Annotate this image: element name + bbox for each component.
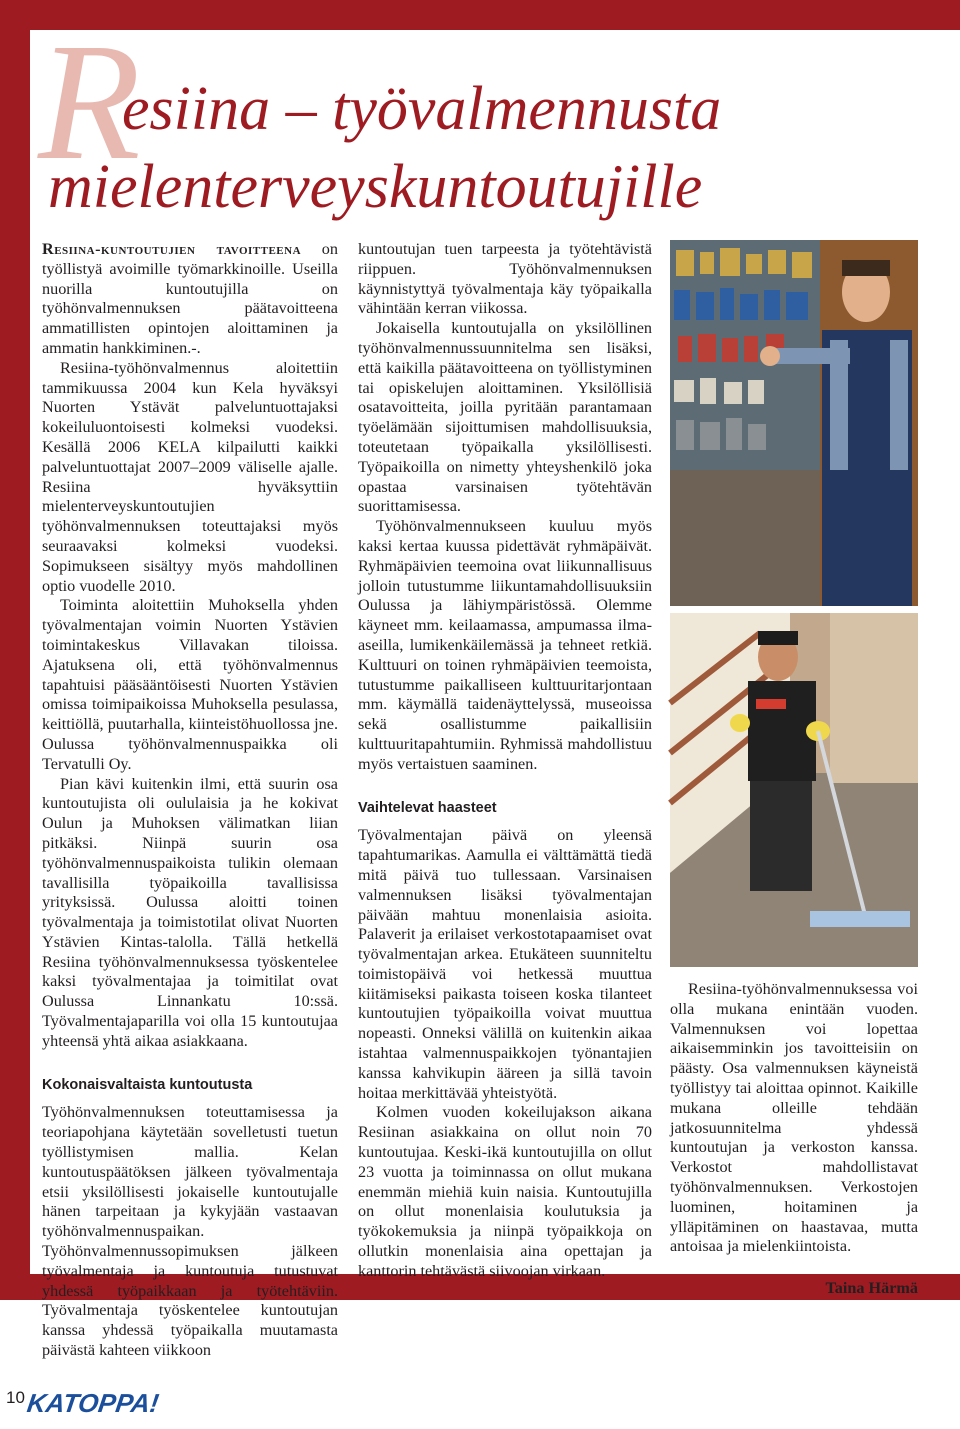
paragraph: [42, 240, 338, 359]
paragraph: Toiminta aloitettiin Muhoksella yhden työvalmentajan voimin Nuorten Ystävien toimintakeskus Villavakan tiloissa. Ajatuksena oli, että työhönvalmennus tapahtuisi pääsääntöisesti Nuorten Ystävien omissa toimipaikoissa Muhoksella pesulassa, keittiöllä, puutarhalla, kiinteistöhuollossa jne. Oulussa työhönvalmennuspaikka oli Tervatulli Oy.: [42, 596, 338, 773]
title-initial: R: [38, 9, 137, 195]
author-signature: Taina Härmä: [825, 1279, 918, 1298]
svg-text:KATOPPA!: KATOPPA!: [25, 1388, 161, 1418]
paragraph: Pian kävi kuitenkin ilmi, että suurin osa kuntoutujista oli oululaisia ja he kokivat Oulun ja Muhoksen välimatkan liian pitkäksi. Niinpä suurin osa työhönvalmennuspaikoista tulikin olemaan tavallisilla työpaikoilla tavallisissa yrityksissä. Oulussa aloitti toinen työvalmentaja ja toimistotilat olivat Nuorten Ystävien Kintas-talolla. Tällä hetkellä Resiina työhönvalmennuksessa työskentelee kaksi työvalmentajaa ja toimitilat ovat Oulussa Linnankatu 10:ssä. Työvalmentajaparilla voi olla 15 kuntoutujaa yhteensä yhtä aikaa asiakkaana.: [42, 774, 338, 1050]
paragraph: Resiina-työhönvalmennuksessa voi olla mukana enintään vuoden. Valmennuksen voi lopettaa aikaisemminkin jos tavoitteisiin on päästy. Osa valmennuksen käyneistä työllistyy tai aloittaa opinnot. Kaikille mukana olleille tehdään jatkosuunnitelma yhdessä kuntoutujan ja verkoston kanssa. Verkostot mahdollistavat työhönvalmennuksen. Verkostojen luominen, hoitaminen ja ylläpitäminen on haastavaa, mutta antoisaa ja mielenkiintoista.: [670, 980, 918, 1256]
paragraph: Kolmen vuoden kokeilujakson aikana Resiinan asiakkaina on ollut noin 70 kuntoutujaa. Keski-ikä kuntoutujilla on ollut 23 vuotta ja toiminnassa on ollut mukana enemmän miehiä kuin naisia. Kuntoutujilla on ollut monenlaisia koulutuksia ja työkokemuksia ja niinpä työpaikkoja on ollutkin monenlaisia aina opettajan ja kanttorin tehtävästä siivoojan virkaan.: [358, 1103, 652, 1280]
subheading: Vaihtelevat haasteet: [358, 799, 497, 816]
photo-store-illustration: [670, 240, 918, 606]
photo-worker-mopping: [670, 613, 918, 967]
paragraph: Työhönvalmennuksen toteuttamisessa ja teoriapohjana käytetään sovelletusti tuetun työllistymisen mallia. Kelan kuntoutuspäätöksen jälkeen työvalmentaja etsii yksilöllisesti jokaiselle kuntoutujalle hänen tarpeitaan ja kykyjään vastaavan työhönvalmennuspaikan. Työhönvalmennussopimuksen jälkeen työvalmentaja ja kuntoutuja tutustuvat yhdessä työpaikkaan ja työtehtäviin. Työvalmentaja työskentelee kuntoutujan kanssa yhdessä työpaikalla muutamasta päivästä kahteen viikkoon: [42, 1103, 338, 1360]
title-line-2: mielenterveyskuntoutujille: [48, 153, 703, 221]
paragraph: Jokaisella kuntoutujalla on yksilöllinen työhönvalmennussuunnitelma sen lisäksi, että kaikilla päätavoitteena on työllistyminen tai opiskelujen aloittaminen. Yksilöllisiä osatavoitteita, joilla pyritään parantamaan työelämään sijoittumisen mahdollisuuksia, toteutetaan työpaikalla yksilöllisesti. Työpaikoilla on nimetty yhteyshenkilö joka opastaa varsinaisen työtehtävän suorittamisessa.: [358, 319, 652, 516]
photo-store-shelves: [670, 240, 918, 606]
subheading: Kokonaisvaltaista kuntoutusta: [42, 1076, 253, 1093]
column-1: [42, 240, 338, 1361]
lead-paragraph-text: on työllistyä avoimille työmarkkinoille. Useilla nuorilla kuntoutujilla on työhönvalmennuksen päätavoitteena ammatillisten opintojen aloittaminen ja ammatin hankkiminen.-.: [42, 240, 338, 357]
title-line-1: esiina – työvalmennusta: [122, 75, 722, 143]
article-title: [0, 0, 960, 240]
column-2: [358, 240, 652, 1282]
paragraph: Työvalmentajan päivä on yleensä tapahtumarikas. Aamulla ei välttämättä tiedä mitä päivä tuo tullessaan. Varsinaisen valmennuksen lisäksi työvalmentajan päivään mahtuu monenlaisia asioita. Palaverit ja erilaiset verkostotapaamiset ovat työvalmentajan arkea. Etukäteen suunniteltu toimistopäivä voi hetkessä muuttua kiitämiseksi paikasta toiseen koska tilanteet kuntoutujien työpaikoilla voivat muuttua nopeasti. Onneksi välillä on kuitenkin aikaa istahtaa valmennuspaikkojen työnantajien kanssa kahvikupin ääreen ja sillä tavoin hoitaa merkittävää yhteistyötä.: [358, 826, 652, 1102]
paragraph: kuntoutujan tuen tarpeesta ja työtehtävistä riippuen. Työhönvalmennuksen käynnistyttyä työvalmentaja käy työpaikalla vähintään kerran viikossa.: [358, 240, 652, 318]
page-number: 10: [6, 1388, 25, 1407]
paragraph: Työhönvalmennukseen kuuluu myös kaksi kertaa kuussa pidettävät ryhmäpäivät. Ryhmäpäivien teemoina ovat liikunnallisuus jolloin tutustumme liikuntamahdollisuuksiin Oulussa ja lähiympäristössä. Olemme käyneet mm. keilaamassa, ampumassa ilma-aseilla, lumikenkäilemässä ja tehneet retkiä. Kulttuuri on toinen ryhmäpäivien teemoista, tutustumme paikalliseen kulttuuritarjontaan mm. käymällä taidenäyttelyssä, museoissa sekä osallistumme paikallisiin kulttuuritapahtumiin. Ryhmissä mahdollistuu myös vertaistuen saaminen.: [358, 517, 652, 773]
column-3: [670, 980, 918, 1299]
lead-in-caps: Resiina-kuntoutujien tavoitteena: [42, 240, 302, 258]
photo-mopping-illustration: [670, 613, 918, 967]
paragraph: Resiina-työhönvalmennus aloitettiin tammikuussa 2004 kun Kela hyväksyi Nuorten Ystävät palveluntuottajaksi kokeiluluontoisesti kolmeksi vuodeksi. Kesällä 2006 KELA kilpailutti kaikki palveluntuottajat 2007–2009 väliselle ajalle. Resiina hyväksyttiin mielenterveyskuntoutujien työhönvalmennuksen toteuttajaksi myös seuraavaksi kolmeksi vuodeksi. Sopimukseen sisältyy myös mahdollinen optio vuodelle 2010.: [42, 358, 338, 595]
katoppa-logo: [25, 1370, 161, 1425]
